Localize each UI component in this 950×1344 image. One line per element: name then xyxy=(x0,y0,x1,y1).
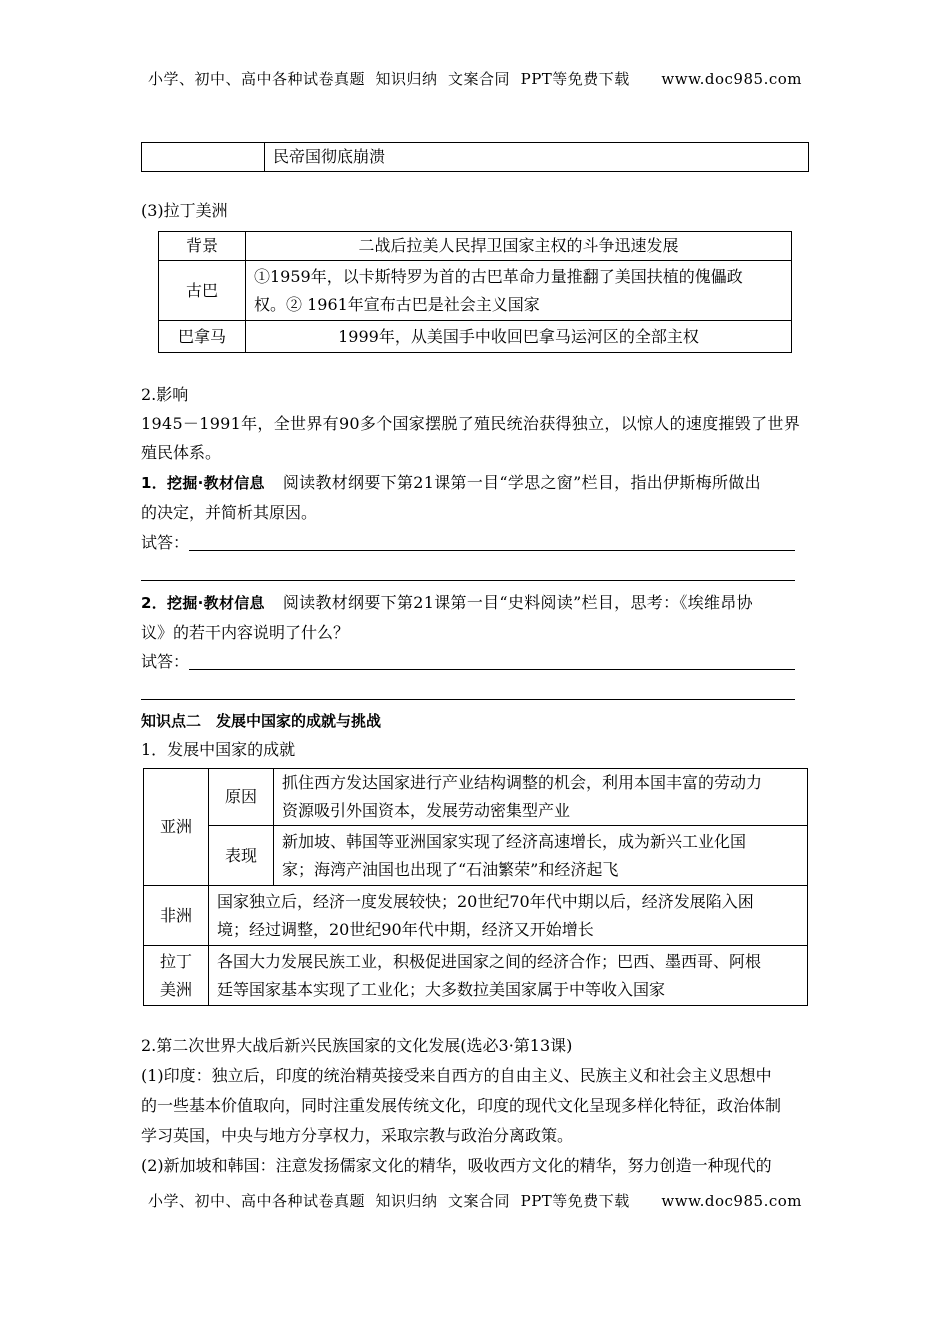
latin-america-label xyxy=(144,946,209,1006)
latin-america-table xyxy=(158,231,792,353)
latin-heading: (3)拉丁美洲 xyxy=(141,201,228,220)
africa-content xyxy=(209,886,808,946)
q2-bold-label: 挖掘·教材信息 xyxy=(167,594,265,612)
asia-reason-line-2: 资源吸引外国资本，发展劳动密集型产业 xyxy=(282,801,571,820)
asia-reason-line-1: 抓住西方发达国家进行产业结构调整的机会，利用本国丰富的劳动力 xyxy=(282,773,763,792)
q1-answer-label: 试答： xyxy=(141,533,190,552)
africa-label: 非洲 xyxy=(144,886,209,946)
impact-heading: 2.影响 xyxy=(141,385,189,404)
achievements-table xyxy=(143,768,808,1006)
q2-answer-line-1[interactable] xyxy=(189,669,795,670)
india-line-1: (1)印度：独立后，印度的统治精英接受来自西方的自由主义、民族主义和社会主义思想中 xyxy=(141,1066,772,1085)
singapore-korea-line: (2)新加坡和韩国：注意发扬儒家文化的精华，吸收西方文化的精华，努力创造一种现代的 xyxy=(141,1156,772,1175)
question-1 xyxy=(141,468,761,498)
asia-performance-content xyxy=(274,826,808,886)
page-footer: 小学、初中、高中各种试卷真题 知识归纳 文案合同 PPT等免费下载 www.doc985.com xyxy=(147,1192,802,1210)
kp2-subheading: 1．发展中国家的成就 xyxy=(141,740,296,759)
continuation-label-cell xyxy=(142,143,265,172)
latin-ach-line-1: 各国大力发展民族工业，积极促进国家之间的经济合作；巴西、墨西哥、阿根 xyxy=(217,951,762,971)
asia-reason-content xyxy=(274,769,808,826)
latin-ach-line-2: 廷等国家基本实现了工业化；大多数拉美国家属于中等收入国家 xyxy=(217,979,666,999)
q1-text-1: 阅读教材纲要下第21课第一目“学思之窗”栏目，指出伊斯梅所做出 xyxy=(282,473,761,492)
cuba-line-2: 权。② 1961年宣布古巴是社会主义国家 xyxy=(254,294,540,314)
india-line-2: 的一些基本价值取向，同时注重发展传统文化，印度的现代文化呈现多样化特征，政治体制 xyxy=(141,1096,782,1115)
q2-answer-label: 试答： xyxy=(141,652,190,671)
latin-content-panama: 1999年，从美国手中收回巴拿马运河区的全部主权 xyxy=(246,321,792,353)
q1-answer-line-1[interactable] xyxy=(189,550,795,551)
latin-content-background: 二战后拉美人民捍卫国家主权的斗争迅速发展 xyxy=(246,232,792,261)
latin-america-content xyxy=(209,946,808,1006)
question-2 xyxy=(141,588,753,618)
cuba-line-1: ①1959年，以卡斯特罗为首的古巴革命力量推翻了美国扶植的傀儡政 xyxy=(254,266,743,286)
impact-line-2: 殖民体系。 xyxy=(141,443,222,462)
continuation-table xyxy=(141,142,809,172)
latin-label-panama: 巴拿马 xyxy=(159,321,246,353)
latin-label-background: 背景 xyxy=(159,232,246,261)
latin-label-line-1: 拉丁 xyxy=(159,951,192,971)
asia-reason-label: 原因 xyxy=(209,769,274,826)
africa-line-2: 境；经过调整，20世纪90年代中期，经济又开始增长 xyxy=(217,919,594,939)
asia-performance-label: 表现 xyxy=(209,826,274,886)
latin-content-cuba xyxy=(246,261,792,321)
q2-answer-line-2[interactable] xyxy=(141,699,795,700)
q1-bold-label: 挖掘·教材信息 xyxy=(167,474,265,492)
culture-heading: 2.第二次世界大战后新兴民族国家的文化发展(选必3·第13课) xyxy=(141,1036,573,1055)
latin-label-line-2: 美洲 xyxy=(159,979,192,999)
q1-answer-line-2[interactable] xyxy=(141,580,795,581)
q2-text-2: 议》的若干内容说明了什么？ xyxy=(141,623,350,642)
india-line-3: 学习英国，中央与地方分享权力，采取宗教与政治分离政策。 xyxy=(141,1126,574,1145)
q1-text-2: 的决定，并简析其原因。 xyxy=(141,503,318,522)
asia-perf-line-1: 新加坡、韩国等亚洲国家实现了经济高速增长，成为新兴工业化国 xyxy=(282,831,747,851)
latin-label-cuba: 古巴 xyxy=(159,261,246,321)
page-header: 小学、初中、高中各种试卷真题 知识归纳 文案合同 PPT等免费下载 www.doc985.com xyxy=(147,70,802,88)
kp2-heading: 知识点二 发展中国家的成就与挑战 xyxy=(141,712,382,730)
q1-number: 1． xyxy=(141,474,168,492)
africa-line-1: 国家独立后，经济一度发展较快；20世纪70年代中期以后，经济发展陷入困 xyxy=(217,891,754,911)
impact-line-1: 1945－1991年，全世界有90多个国家摆脱了殖民统治获得独立，以惊人的速度摧毁了世界 xyxy=(141,414,800,433)
asia-perf-line-2: 家；海湾产油国也出现了“石油繁荣”和经济起飞 xyxy=(282,859,619,879)
asia-label: 亚洲 xyxy=(144,769,209,886)
q2-text-1: 阅读教材纲要下第21课第一目“史料阅读”栏目，思考：《埃维昂协 xyxy=(282,593,753,612)
continuation-content-cell: 民帝国彻底崩溃 xyxy=(265,143,809,172)
q2-number: 2． xyxy=(141,594,168,612)
